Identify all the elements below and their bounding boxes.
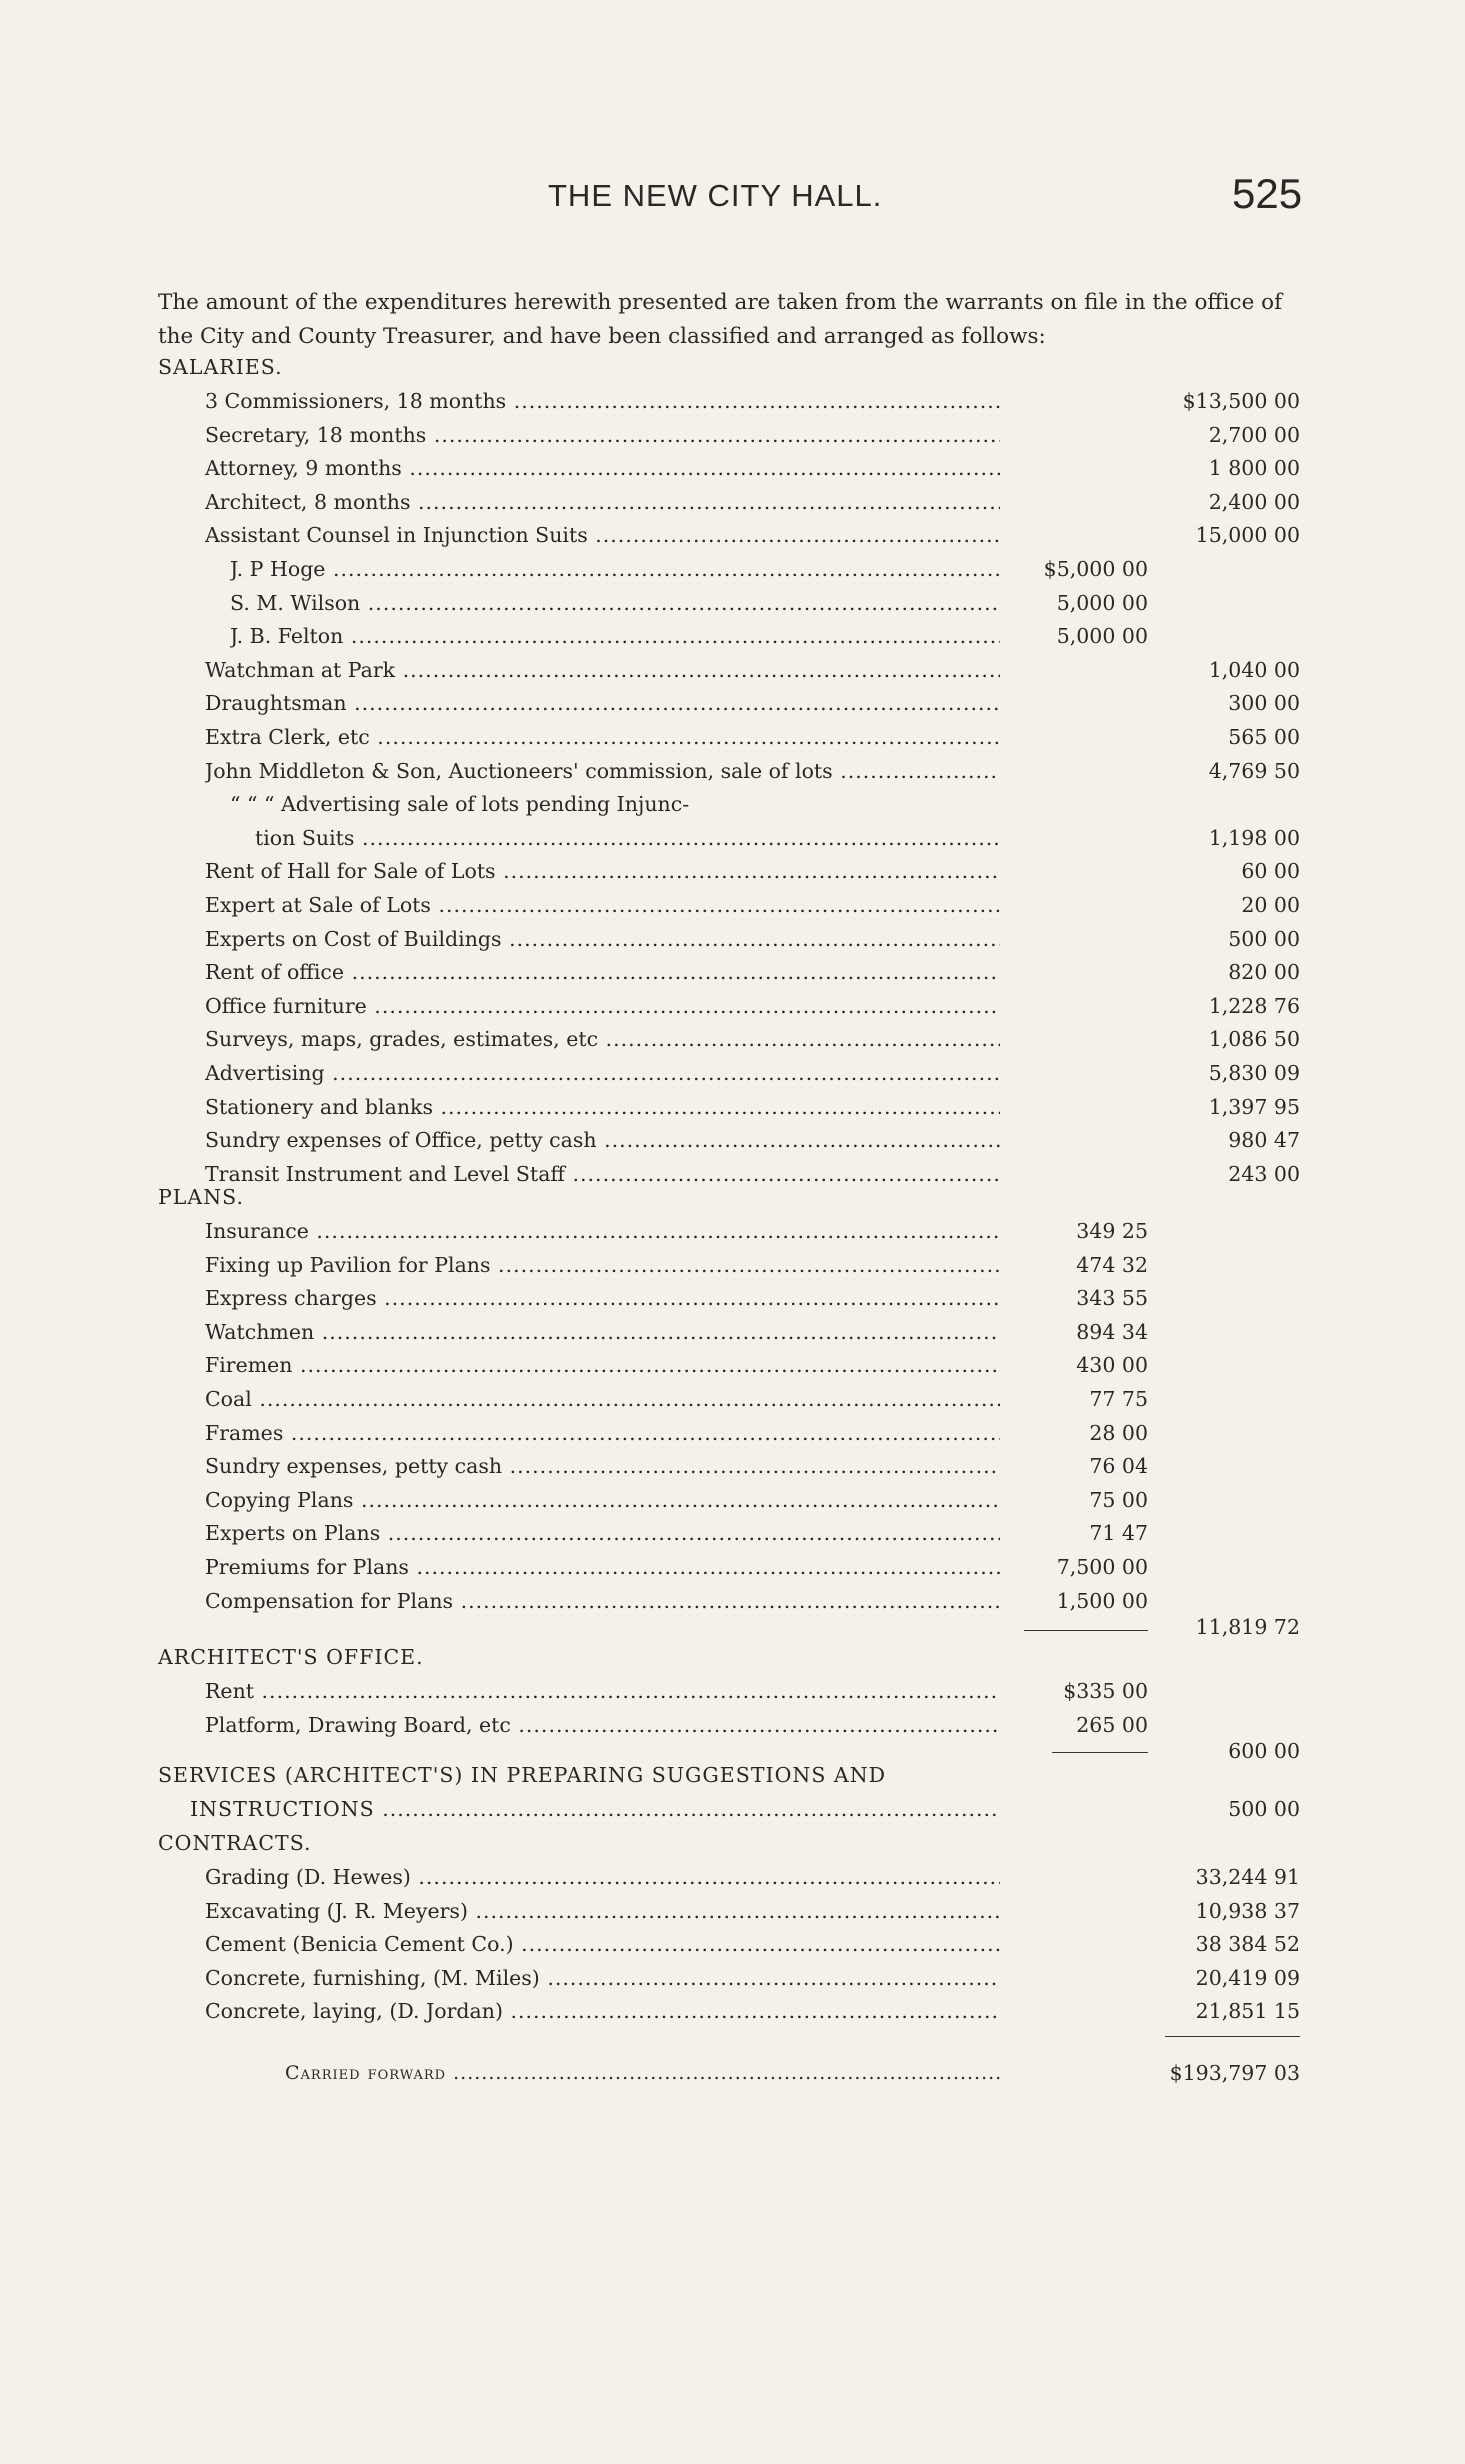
plans-total: 11,819 72: [1195, 1615, 1300, 1639]
row-subamount: 894 34: [1076, 1319, 1148, 1344]
table-row: [0, 552, 1300, 586]
row-amount: 500 00: [1228, 926, 1300, 951]
row-label: Concrete, furnishing, (M. Miles) .....: [205, 1961, 1000, 1995]
row-label: Expert at Sale of Lots .....: [205, 888, 1000, 922]
row-amount: 60 00: [1241, 859, 1300, 884]
row-label: Platform, Drawing Board, etc .....: [205, 1708, 1000, 1742]
row-subamount: 343 55: [1076, 1286, 1148, 1311]
row-label: Copying Plans .....: [205, 1483, 1000, 1517]
row-subamount: 77 75: [1089, 1387, 1148, 1411]
intro-paragraph: The amount of the expenditures herewith presented are taken from the warrants on file in the office of the City and County Treasurer, and have been classified and arranged as follows:: [158, 290, 1283, 349]
row-subamount: 5,000 00: [1056, 624, 1148, 649]
table-row: [0, 754, 1300, 788]
row-label: Attorney, 9 months .....: [205, 451, 1000, 485]
services-row: [0, 1792, 1300, 1826]
row-amount: 10,938 37: [1195, 1898, 1300, 1923]
table-row: [0, 518, 1300, 552]
table-row: [0, 1449, 1300, 1483]
carried-forward-rule: [1165, 2036, 1300, 2037]
row-label: Transit Instrument and Level Staff .....: [205, 1157, 1000, 1191]
row-label: 3 Commissioners, 18 months .....: [205, 384, 1000, 418]
table-row: [0, 1674, 1300, 1708]
carried-forward-amount: $193,797 03: [1169, 2061, 1300, 2085]
row-amount: 20,419 09: [1195, 1965, 1300, 1990]
row-subamount: $335 00: [1063, 1679, 1148, 1703]
row-subamount: 5,000 00: [1056, 590, 1148, 615]
row-amount: 15,000 00: [1195, 523, 1300, 548]
row-amount: 1 800 00: [1208, 456, 1300, 481]
row-label: J. P Hoge .....: [230, 552, 1000, 586]
row-label: Rent .....: [205, 1674, 1000, 1708]
row-amount: 33,244 91: [1195, 1865, 1300, 1889]
table-row: [0, 888, 1300, 922]
row-amount: 820 00: [1228, 960, 1300, 985]
table-row: [0, 1550, 1300, 1584]
section-architects-office: ARCHITECT'S OFFICE.: [158, 1645, 424, 1669]
row-amount: 980 47: [1228, 1128, 1300, 1153]
table-row: [0, 1894, 1300, 1928]
table-row: [0, 955, 1300, 989]
table-row: [0, 1860, 1300, 1894]
table-row: [0, 384, 1300, 418]
row-amount: 2,400 00: [1208, 489, 1300, 514]
page-number: 525: [1232, 170, 1303, 217]
row-label: Express charges .....: [205, 1281, 1000, 1315]
table-row: [0, 586, 1300, 620]
row-label: Rent of office .....: [205, 955, 1000, 989]
table-row: [0, 485, 1300, 519]
row-subamount: 7,500 00: [1056, 1555, 1148, 1579]
table-row: [0, 686, 1300, 720]
table-row: [0, 989, 1300, 1023]
table-row: [0, 1927, 1300, 1961]
carried-forward-row: [0, 2056, 1300, 2090]
row-subamount: 71 47: [1089, 1521, 1148, 1546]
row-label: Secretary, 18 months .....: [205, 418, 1000, 452]
row-subamount: 474 32: [1076, 1252, 1148, 1277]
table-row: [0, 1348, 1300, 1382]
table-row: [0, 653, 1300, 687]
row-subamount: 265 00: [1076, 1712, 1148, 1737]
row-amount: 4,769 50: [1208, 758, 1300, 783]
row-label: Assistant Counsel in Injunction Suits .....: [205, 518, 1000, 552]
row-subamount: 349 25: [1076, 1219, 1148, 1243]
table-row: [0, 1022, 1300, 1056]
row-subamount: 28 00: [1089, 1420, 1148, 1445]
table-row: [0, 787, 1300, 821]
row-amount: 1,397 95: [1208, 1094, 1300, 1119]
row-amount: 38 384 52: [1195, 1932, 1300, 1957]
row-label: Fixing up Pavilion for Plans .....: [205, 1248, 1000, 1282]
row-label: Surveys, maps, grades, estimates, etc .....: [205, 1022, 1000, 1056]
row-label: Compensation for Plans .....: [205, 1584, 1000, 1618]
row-label: Insurance .....: [205, 1214, 1000, 1248]
row-label: tion Suits .....: [255, 821, 1000, 855]
services-label: INSTRUCTIONS .....: [190, 1792, 1000, 1826]
row-label: Cement (Benicia Cement Co.) .....: [205, 1927, 1000, 1961]
table-row: [0, 418, 1300, 452]
row-amount: 1,040 00: [1208, 657, 1300, 682]
table-row: [0, 922, 1300, 956]
carried-forward-label: Carried forward .....: [285, 2056, 1000, 2090]
section-contracts: CONTRACTS.: [158, 1831, 312, 1855]
services-amount: 500 00: [1228, 1797, 1300, 1821]
row-label: Grading (D. Hewes) .....: [205, 1860, 1000, 1894]
row-label: Draughtsman .....: [205, 686, 1000, 720]
row-label: “ “ “ Advertising sale of lots pending Injunc-: [230, 792, 690, 817]
table-row: [0, 1248, 1300, 1282]
row-label: Coal .....: [205, 1382, 1000, 1416]
section-plans: PLANS.: [158, 1185, 244, 1209]
row-label: Stationery and blanks .....: [205, 1090, 1000, 1124]
table-row: [0, 1090, 1300, 1124]
row-subamount: 75 00: [1089, 1487, 1148, 1512]
table-row: [0, 1994, 1300, 2028]
table-row: [0, 1214, 1300, 1248]
row-subamount: 430 00: [1076, 1353, 1148, 1378]
row-label: Concrete, laying, (D. Jordan) .....: [205, 1994, 1000, 2028]
row-label: Experts on Cost of Buildings .....: [205, 922, 1000, 956]
row-amount: 1,228 76: [1208, 993, 1300, 1018]
row-label: Office furniture .....: [205, 989, 1000, 1023]
row-label: Advertising .....: [205, 1056, 1000, 1090]
row-subamount: 1,500 00: [1056, 1588, 1148, 1613]
row-amount: 1,086 50: [1208, 1027, 1300, 1052]
plans-total-row: [0, 1610, 1300, 1644]
table-row: [0, 720, 1300, 754]
row-amount: $13,500 00: [1182, 389, 1300, 413]
table-row: [0, 1416, 1300, 1450]
section-salaries: SALARIES.: [158, 355, 283, 379]
table-row: [0, 1056, 1300, 1090]
table-row: [0, 1123, 1300, 1157]
row-label: Frames .....: [205, 1416, 1000, 1450]
row-label: Rent of Hall for Sale of Lots .....: [205, 854, 1000, 888]
row-label: S. M. Wilson .....: [230, 586, 1000, 620]
row-label: Sundry expenses, petty cash .....: [205, 1449, 1000, 1483]
row-amount: 21,851 15: [1195, 1999, 1300, 2024]
row-label: Sundry expenses of Office, petty cash .....: [205, 1123, 1000, 1157]
row-amount: 565 00: [1228, 725, 1300, 749]
row-amount: 5,830 09: [1208, 1061, 1300, 1085]
row-label: Firemen .....: [205, 1348, 1000, 1382]
table-row: [0, 451, 1300, 485]
row-label: J. B. Felton .....: [230, 619, 1000, 653]
row-amount: 243 00: [1228, 1161, 1300, 1186]
row-label: Watchmen .....: [205, 1315, 1000, 1349]
row-subamount: $5,000 00: [1043, 557, 1148, 581]
row-label: Premiums for Plans .....: [205, 1550, 1000, 1584]
table-row: [0, 821, 1300, 855]
row-subamount: 76 04: [1089, 1454, 1148, 1479]
row-label: Architect, 8 months .....: [205, 485, 1000, 519]
row-amount: 1,198 00: [1208, 825, 1300, 850]
table-row: [0, 1382, 1300, 1416]
section-services: SERVICES (ARCHITECT'S) IN PREPARING SUGGESTIONS AND: [158, 1763, 887, 1787]
table-row: [0, 619, 1300, 653]
running-title: THE NEW CITY HALL.: [548, 178, 883, 213]
row-amount: 300 00: [1228, 691, 1300, 716]
row-amount: 2,700 00: [1208, 422, 1300, 447]
table-row: [0, 1315, 1300, 1349]
row-amount: 20 00: [1241, 893, 1300, 917]
row-label: Watchman at Park .....: [205, 653, 1000, 687]
architects-office-total: 600 00: [1228, 1739, 1300, 1763]
row-label: John Middleton & Son, Auctioneers' commission, sale of lots .....: [205, 754, 1000, 788]
row-label: Excavating (J. R. Meyers) .....: [205, 1894, 1000, 1928]
page-header: [0, 170, 1465, 228]
table-row: [0, 1961, 1300, 1995]
row-label: Extra Clerk, etc .....: [205, 720, 1000, 754]
table-row: [0, 854, 1300, 888]
table-row: [0, 1281, 1300, 1315]
table-row: [0, 1516, 1300, 1550]
table-row: [0, 1483, 1300, 1517]
row-label: Experts on Plans .....: [205, 1516, 1000, 1550]
